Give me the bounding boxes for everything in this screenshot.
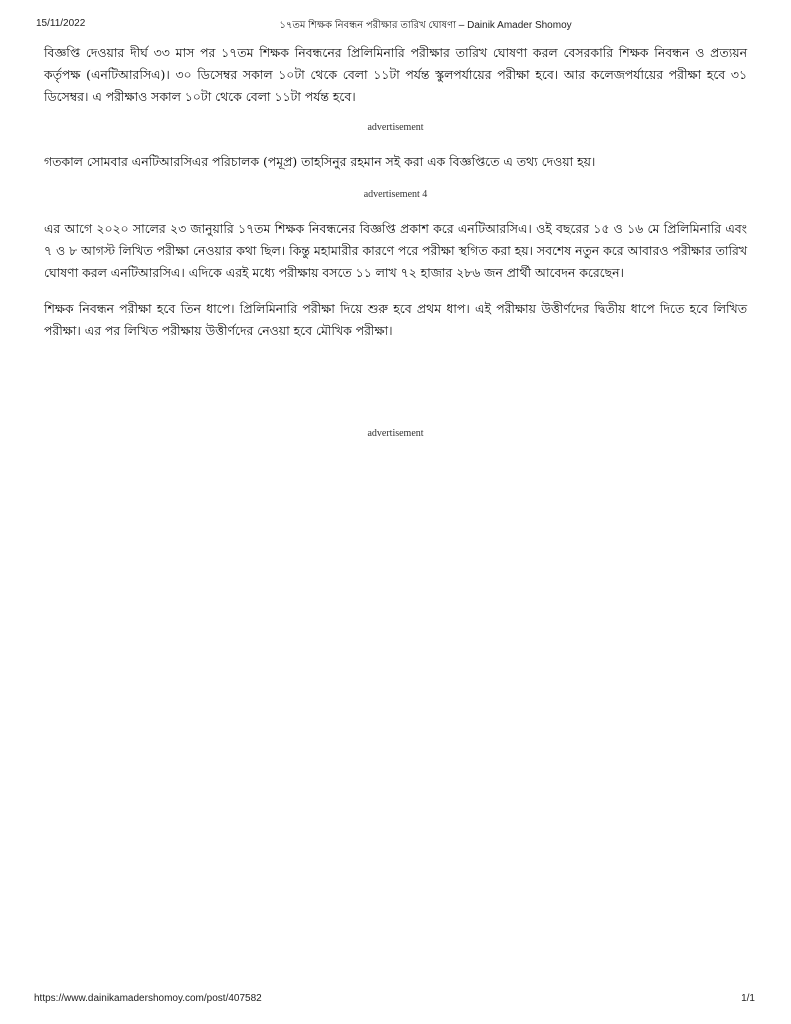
- page-url[interactable]: https://www.dainikamadershomoy.com/post/407582: [34, 993, 262, 1004]
- advertisement-label: advertisement 4: [363, 189, 428, 200]
- article-paragraph: এর আগে ২০২০ সালের ২৩ জানুয়ারি ১৭তম শিক্ষক নিবন্ধনের বিজ্ঞপ্তি প্রকাশ করে এনটিআরসিএ। ওই বছরের ১৫ ও ১৬ মে প্রিলিমিনারি এবং ৭ ও ৮ আগস্ট লিখিত পরীক্ষা নেওয়ার কথা ছিল। কিন্তু মহামারীর কারণে পরে পরীক্ষা স্থগিত করা হয়। সবশেষ নতুন করে আবারও পরীক্ষার তারিখ ঘোষণা করল এনটিআরসিএ। এদিকে এরই মধ্যে পরীক্ষায় বসতে ১১ লাখ ৭২ হাজার ২৮৬ জন প্রার্থী আবেদন করেছেন।: [44, 221, 747, 280]
- print-date: 15/11/2022: [36, 18, 86, 29]
- article-body: [44, 42, 747, 439]
- page-title: ১৭তম শিক্ষক নিবন্ধন পরীক্ষার তারিখ ঘোষণা – Dainik Amader Shomoy: [279, 20, 572, 31]
- print-header: [36, 18, 755, 34]
- article-paragraph: গতকাল সোমবার এনটিআরসিএর পরিচালক (পমূপ্র) তাহসিনুর রহমান সই করা এক বিজ্ঞপ্তিতে এ তথ্য দেওয়া হয়।: [44, 154, 596, 169]
- article-paragraph: বিজ্ঞপ্তি দেওয়ার দীর্ঘ ৩৩ মাস পর ১৭তম শিক্ষক নিবন্ধনের প্রিলিমিনারি পরীক্ষার তারিখ ঘোষণা করল বেসরকারি শিক্ষক নিবন্ধন ও প্রত্যয়ন কর্তৃপক্ষ (এনটিআরসিএ)। ৩০ ডিসেম্বর সকাল ১০টা থেকে বেলা ১১টা পর্যন্ত স্কুলপর্যায়ের পরীক্ষা হবে। আর কলেজপর্যায়ের পরীক্ষা হবে ৩১ ডিসেম্বর। এ পরীক্ষাও সকাল ১০টা থেকে বেলা ১১টা পর্যন্ত হবে।: [44, 45, 747, 104]
- advertisement-label: advertisement: [367, 428, 424, 439]
- article-paragraph: শিক্ষক নিবন্ধন পরীক্ষা হবে তিন ধাপে। প্রিলিমিনারি পরীক্ষা দিয়ে শুরু হবে প্রথম ধাপ। এই পরীক্ষায় উত্তীর্ণদের দ্বিতীয় ধাপে দিতে হবে লিখিত পরীক্ষা। এর পর লিখিত পরীক্ষায় উত্তীর্ণদের নেওয়া হবে মৌখিক পরীক্ষা।: [44, 301, 747, 338]
- page-number: 1/1: [741, 993, 755, 1004]
- print-footer: [34, 993, 755, 1007]
- advertisement-label: advertisement: [367, 122, 424, 133]
